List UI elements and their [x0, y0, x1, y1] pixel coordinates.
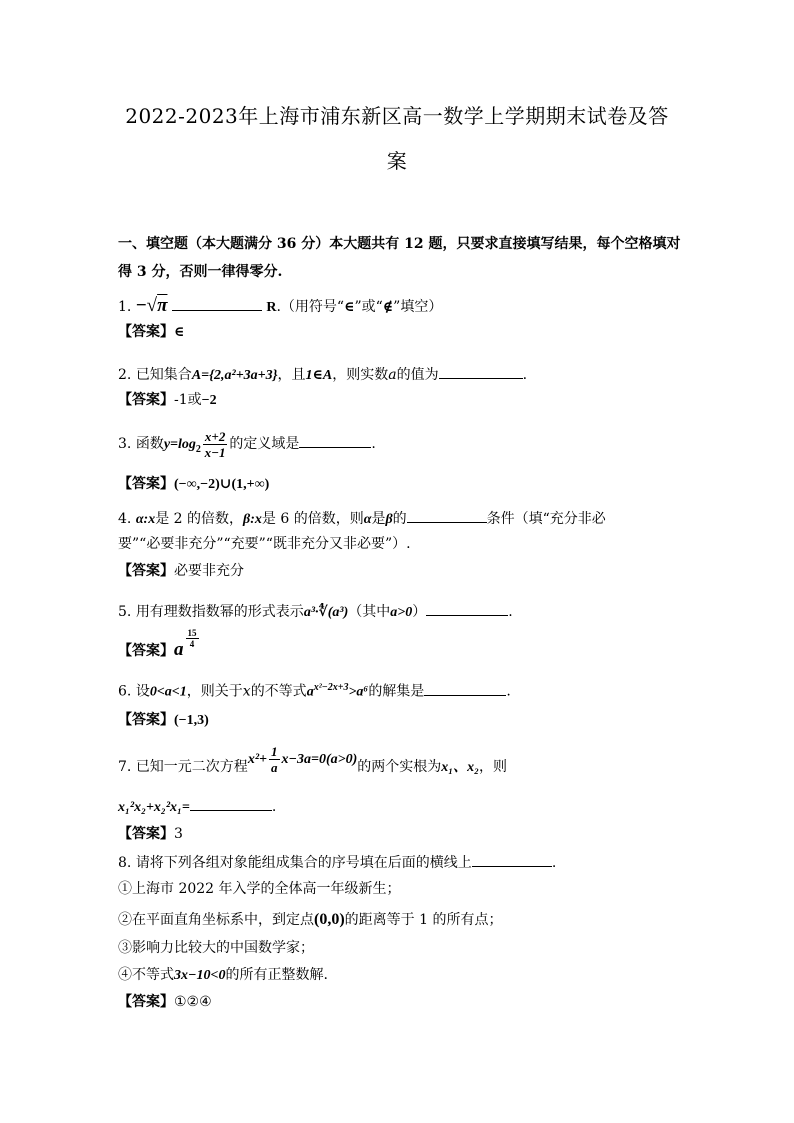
- page-title-cont: 案: [386, 149, 408, 173]
- answer-6: 【答案】(−1,3): [118, 712, 209, 728]
- list-item: ③影响力比较大的中国数学家；: [118, 940, 314, 956]
- answer-blank[interactable]: [424, 681, 506, 696]
- question-8: 8. 请将下列各组对象能组成集合的序号填在后面的横线上 .: [118, 852, 556, 873]
- exponent-fraction: $\frac{15}{4}$: [187, 628, 197, 649]
- answer-7: 【答案】3: [118, 826, 183, 842]
- answer-1: 【答案】∈: [118, 324, 185, 340]
- answer-blank[interactable]: [426, 601, 508, 616]
- section-heading-cont: 得 3 分，否则一律得零分.: [118, 264, 283, 280]
- answer-blank[interactable]: [439, 364, 523, 379]
- question-6: 6. 设0<a<1，则关于x的不等式$a^{x^2-2x+3}>a^6$的解集是 .: [118, 682, 511, 700]
- question-3: 3. 函数$y=\log_2$ $\frac{x+2}{x-1}$ 的定义域是 .: [118, 428, 376, 460]
- section-heading: 一、填空题（本大题满分 36 分）本大题共有 12 题，只要求直接填写结果，每个空格填对: [118, 236, 681, 252]
- fraction: $\frac{1}{a}$: [271, 743, 278, 775]
- page-title: 2022-2023年上海市浦东新区高一数学上学期期末试卷及答: [125, 104, 669, 128]
- question-1: 1. −√π R.（用符号“∈”或“∉”填空）: [118, 295, 443, 316]
- neg-sqrt-pi: −√π: [135, 295, 168, 316]
- question-7-cont: x₁²x₂+x₂²x₁= .: [118, 796, 276, 818]
- answer-blank[interactable]: [407, 508, 487, 523]
- answer-8: 【答案】①②④: [118, 994, 212, 1010]
- list-item: ②在平面直角坐标系中，到定点(0,0)的距离等于 1 的所有点；: [118, 911, 503, 928]
- answer-blank[interactable]: [172, 296, 262, 311]
- question-4-cont: 要”“必要非充分”“充要”“既非充分又非必要”）.: [118, 536, 411, 552]
- question-4: 4. α:x是 2 的倍数，β:x是 6 的倍数，则α是β的 条件（填“充分非必: [118, 508, 606, 530]
- list-item: ④不等式3x−10<0的所有正整数解.: [118, 967, 328, 983]
- answer-blank[interactable]: [299, 433, 371, 448]
- list-item: ①上海市 2022 年入学的全体高一年级新生；: [118, 881, 401, 897]
- answer-4: 【答案】必要非充分: [118, 563, 244, 579]
- answer-blank[interactable]: [472, 852, 552, 867]
- answer-blank[interactable]: [190, 796, 272, 811]
- answer-5: 【答案】a $\frac{15}{4}$: [118, 628, 197, 660]
- question-2: 2. 已知集合A={2,a²+3a+3}，且1∈A，则实数a的值为 .: [118, 364, 527, 386]
- question-7: 7. 已知一元二次方程x²+ $\frac{1}{a}$ x−3a=0(a>0)的两个实根为x₁、x₂，则: [118, 743, 508, 775]
- answer-2: 【答案】-1或−2: [118, 392, 217, 408]
- answer-3: 【答案】(−∞,−2)∪(1,+∞): [118, 476, 270, 492]
- question-5: 5. 用有理数指数幂的形式表示a³·∜(a³)（其中a>0） .: [118, 601, 513, 623]
- fraction: $\frac{x+2}{x-1}$: [204, 428, 226, 460]
